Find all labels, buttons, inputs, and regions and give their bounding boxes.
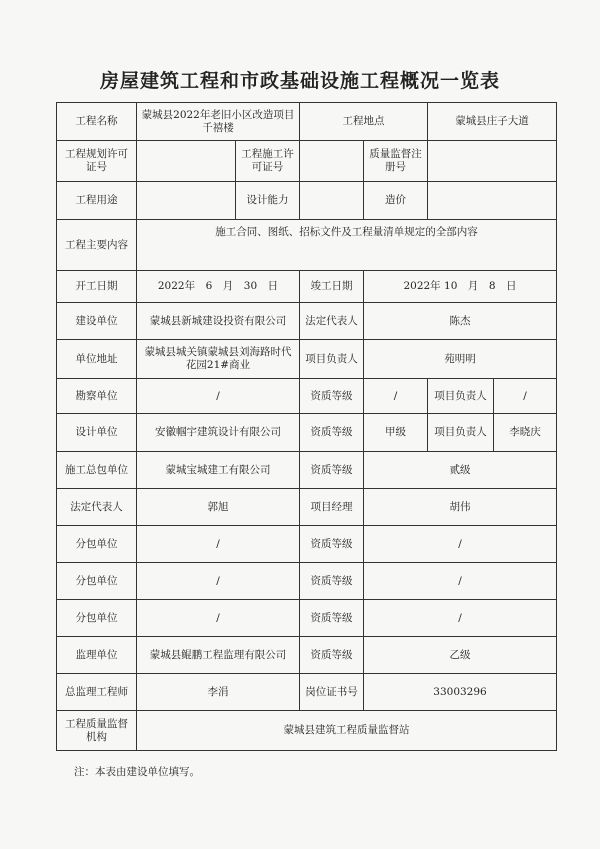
design-capacity-value xyxy=(300,182,364,220)
table-row xyxy=(57,220,557,271)
subcontractor-value: / xyxy=(137,526,300,563)
subcontractor-grade-label: 资质等级 xyxy=(300,563,364,600)
design-unit-value: 安徽帼宇建筑设计有限公司 xyxy=(137,414,300,452)
project-manager2-value: 胡伟 xyxy=(364,489,557,526)
cost-value xyxy=(428,182,557,220)
table-row xyxy=(57,600,557,637)
project-overview-table xyxy=(56,102,557,751)
main-content-label: 工程主要内容 xyxy=(57,220,137,271)
general-contractor-value: 蒙城宝城建工有限公司 xyxy=(137,452,300,489)
design-manager-value: 李晓庆 xyxy=(494,414,557,452)
subcontractor-label: 分包单位 xyxy=(57,526,137,563)
table-row xyxy=(57,563,557,600)
legal-rep-value: 陈杰 xyxy=(364,303,557,340)
table-row xyxy=(57,674,557,711)
table-row xyxy=(57,182,557,220)
footnote: 注：本表由建设单位填写。 xyxy=(74,766,200,778)
project-manager2-label: 项目经理 xyxy=(300,489,364,526)
contractor-legal-rep-value: 郭旭 xyxy=(137,489,300,526)
design-unit-label: 设计单位 xyxy=(57,414,137,452)
quality-supervision-reg-label: 质量监督注册号 xyxy=(364,141,428,182)
project-location-value: 蒙城县庄子大道 xyxy=(428,103,557,141)
main-content-value: 施工合同、图纸、招标文件及工程量清单规定的全部内容 xyxy=(137,220,557,271)
table-row xyxy=(57,452,557,489)
certificate-no-value: 33003296 xyxy=(364,674,557,711)
contractor-grade-label: 资质等级 xyxy=(300,452,364,489)
table-row xyxy=(57,271,557,303)
survey-manager-value: / xyxy=(494,379,557,414)
supervision-unit-label: 监理单位 xyxy=(57,637,137,674)
subcontractor-label: 分包单位 xyxy=(57,600,137,637)
table-row xyxy=(57,526,557,563)
construction-permit-value xyxy=(300,141,364,182)
construction-permit-label: 工程施工许可证号 xyxy=(236,141,300,182)
cost-label: 造价 xyxy=(364,182,428,220)
subcontractor-value: / xyxy=(137,563,300,600)
project-name-value: 蒙城县2022年老旧小区改造项目千禧楼 xyxy=(137,103,300,141)
project-use-label: 工程用途 xyxy=(57,182,137,220)
certificate-no-label: 岗位证书号 xyxy=(300,674,364,711)
table-row xyxy=(57,141,557,182)
table-row xyxy=(57,303,557,340)
design-manager-label: 项目负责人 xyxy=(428,414,494,452)
design-capacity-label: 设计能力 xyxy=(236,182,300,220)
project-manager-value: 苑明明 xyxy=(364,340,557,379)
quality-supervision-reg-value xyxy=(428,141,557,182)
address-label: 单位地址 xyxy=(57,340,137,379)
table-row xyxy=(57,711,557,751)
project-manager-label: 项目负责人 xyxy=(300,340,364,379)
subcontractor-grade-label: 资质等级 xyxy=(300,600,364,637)
subcontractor-label: 分包单位 xyxy=(57,563,137,600)
quality-supervision-agency-label: 工程质量监督机构 xyxy=(57,711,137,751)
quality-supervision-agency-value: 蒙城县建筑工程质量监督站 xyxy=(137,711,557,751)
survey-unit-value: / xyxy=(137,379,300,414)
subcontractor-value: / xyxy=(137,600,300,637)
general-contractor-label: 施工总包单位 xyxy=(57,452,137,489)
completion-date-value: 2022年 10 月 8 日 xyxy=(364,271,557,303)
project-use-value xyxy=(137,182,236,220)
design-grade-label: 资质等级 xyxy=(300,414,364,452)
planning-permit-label: 工程规划许可证号 xyxy=(57,141,137,182)
address-value: 蒙城县城关镇蒙城县刘海路时代花园21#商业 xyxy=(137,340,300,379)
subcontractor-grade-value: / xyxy=(364,526,557,563)
legal-rep-label: 法定代表人 xyxy=(300,303,364,340)
project-name-label: 工程名称 xyxy=(57,103,137,141)
table-row xyxy=(57,340,557,379)
table-row xyxy=(57,379,557,414)
subcontractor-grade-value: / xyxy=(364,600,557,637)
document-title: 房屋建筑工程和市政基础设施工程概况一览表 xyxy=(99,70,500,92)
supervision-grade-value: 乙级 xyxy=(364,637,557,674)
contractor-grade-value: 贰级 xyxy=(364,452,557,489)
table-row xyxy=(57,103,557,141)
completion-date-label: 竣工日期 xyxy=(300,271,364,303)
planning-permit-value xyxy=(137,141,236,182)
supervision-unit-value: 蒙城县鲲鹏工程监理有限公司 xyxy=(137,637,300,674)
start-date-value: 2022年 6 月 30 日 xyxy=(137,271,300,303)
developer-label: 建设单位 xyxy=(57,303,137,340)
subcontractor-grade-label: 资质等级 xyxy=(300,526,364,563)
design-grade-value: 甲级 xyxy=(364,414,428,452)
table-row xyxy=(57,414,557,452)
chief-supervisor-value: 李涓 xyxy=(137,674,300,711)
supervision-grade-label: 资质等级 xyxy=(300,637,364,674)
survey-unit-label: 勘察单位 xyxy=(57,379,137,414)
subcontractor-grade-value: / xyxy=(364,563,557,600)
survey-grade-value: / xyxy=(364,379,428,414)
survey-manager-label: 项目负责人 xyxy=(428,379,494,414)
chief-supervisor-label: 总监理工程师 xyxy=(57,674,137,711)
developer-value: 蒙城县新城建设投资有限公司 xyxy=(137,303,300,340)
table-row xyxy=(57,637,557,674)
project-location-label: 工程地点 xyxy=(300,103,428,141)
start-date-label: 开工日期 xyxy=(57,271,137,303)
survey-grade-label: 资质等级 xyxy=(300,379,364,414)
contractor-legal-rep-label: 法定代表人 xyxy=(57,489,137,526)
table-row xyxy=(57,489,557,526)
